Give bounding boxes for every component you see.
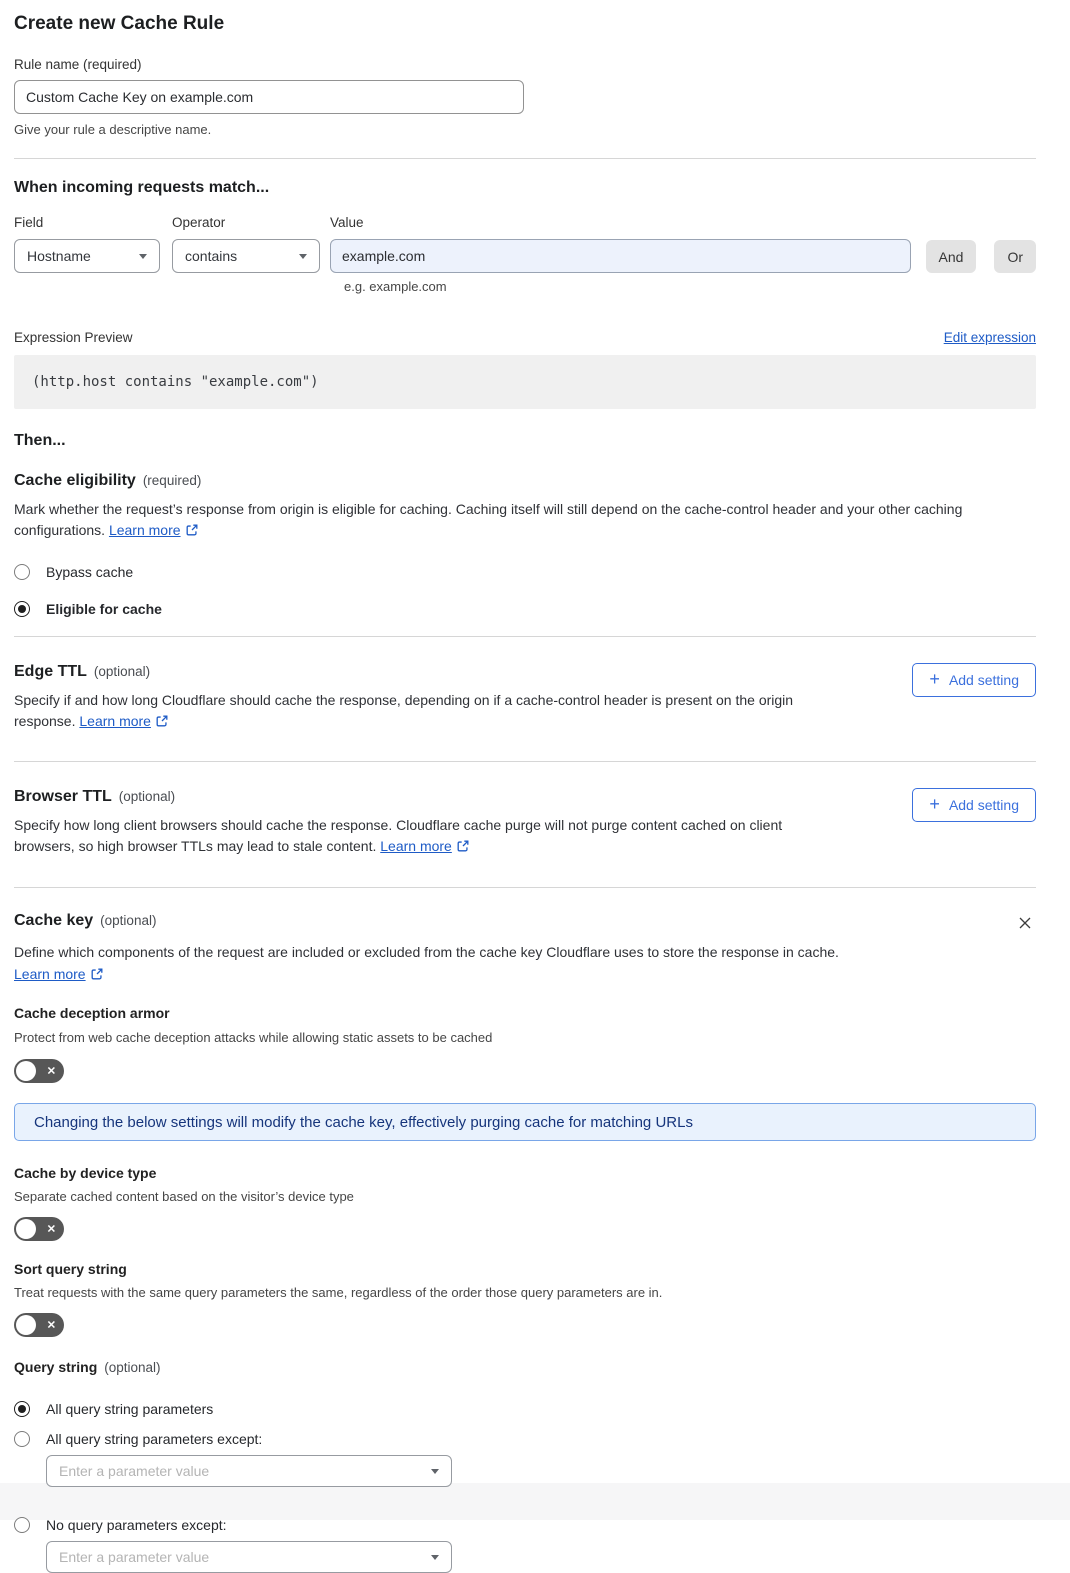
rule-name-help: Give your rule a descriptive name. (14, 122, 212, 137)
chevron-down-icon (431, 1469, 439, 1474)
cache-eligibility-description: Mark whether the request’s response from origin is eligible for caching. Caching itself will still depend on the cache-control header and your other caching configurations. (14, 501, 963, 538)
external-link-icon (185, 522, 199, 543)
external-link-icon (155, 713, 169, 734)
cache-key-description: Define which components of the request are included or excluded from the cache key Cloudflare uses to store the response in cache. (14, 944, 839, 960)
radio-option-all-query-string-parameters[interactable] (14, 1401, 1036, 1417)
cache-by-device-type-toggle[interactable] (14, 1217, 64, 1241)
plus-icon: + (929, 669, 940, 689)
chevron-down-icon (139, 254, 147, 259)
toggle-knob (16, 1061, 36, 1081)
radio-option-eligible-for-cache[interactable] (14, 601, 1036, 617)
cache-by-device-type-description: Separate cached content based on the visitor’s device type (14, 1189, 354, 1204)
or-button[interactable]: Or (994, 240, 1036, 273)
expression-preview-box (14, 355, 1036, 409)
cache-key-qualifier: (optional) (100, 913, 157, 928)
value-label: Value (330, 215, 364, 230)
section-divider (14, 887, 1036, 888)
sort-query-string-toggle[interactable] (14, 1313, 64, 1337)
match-value-input[interactable] (330, 239, 911, 273)
match-section-heading: When incoming requests match... (14, 179, 270, 196)
rule-name-input[interactable] (14, 80, 524, 114)
external-link-icon (90, 966, 104, 987)
section-divider (14, 636, 1036, 637)
browser-ttl-title: Browser TTL (14, 788, 112, 805)
operator-select-value: contains (185, 248, 238, 264)
learn-more-link[interactable]: Learn more (14, 966, 86, 982)
radio-icon[interactable] (14, 564, 30, 580)
radio-option-all-query-string-parameters-except[interactable] (14, 1431, 1036, 1447)
query-string-except-parameter-select[interactable] (46, 1455, 452, 1487)
cache-deception-armor-title: Cache deception armor (14, 1005, 170, 1021)
radio-label: No query parameters except: (46, 1517, 227, 1533)
radio-option-no-query-parameters-except[interactable] (14, 1517, 1036, 1533)
radio-label: All query string parameters except: (46, 1431, 263, 1447)
field-select[interactable] (14, 239, 160, 273)
radio-icon[interactable] (14, 1431, 30, 1447)
cache-key-warning-banner: Changing the below settings will modify the cache key, effectively purging cache for matching URLs (14, 1103, 1036, 1141)
query-string-title: Query string (14, 1359, 98, 1375)
expression-preview-label: Expression Preview (14, 330, 133, 345)
radio-selected-icon[interactable] (14, 1401, 30, 1417)
cache-deception-armor-toggle[interactable] (14, 1059, 64, 1083)
sort-query-string-title: Sort query string (14, 1261, 127, 1277)
learn-more-link[interactable]: Learn more (380, 838, 452, 854)
external-link-icon (456, 838, 470, 859)
browser-ttl-description: Specify how long client browsers should cache the response. Cloudflare cache purge will not purge content cached on client browsers, so high browser TTLs may lead to stale content. (14, 817, 783, 854)
cache-by-device-type-title: Cache by device type (14, 1165, 157, 1181)
radio-label: Bypass cache (46, 564, 134, 580)
edge-ttl-description: Specify if and how long Cloudflare should cache the response, depending on if a cache-control header is present on the origin response. (14, 692, 794, 729)
toggle-knob (16, 1219, 36, 1239)
radio-option-bypass-cache[interactable] (14, 564, 1036, 580)
learn-more-link[interactable]: Learn more (79, 713, 151, 729)
chevron-down-icon (299, 254, 307, 259)
radio-icon[interactable] (14, 1517, 30, 1533)
query-string-qualifier: (optional) (104, 1360, 161, 1375)
toggle-off-x-icon: ✕ (46, 1319, 56, 1332)
value-example-help: e.g. example.com (344, 279, 447, 294)
chevron-down-icon (431, 1555, 439, 1560)
operator-label: Operator (172, 215, 226, 230)
radio-label: All query string parameters (46, 1401, 214, 1417)
and-button[interactable]: And (926, 240, 977, 273)
toggle-off-x-icon: ✕ (46, 1223, 56, 1236)
toggle-off-x-icon: ✕ (46, 1065, 56, 1078)
no-query-parameters-except-select[interactable] (46, 1541, 452, 1573)
parameter-value-input[interactable] (59, 1463, 431, 1479)
rule-name-label: Rule name (required) (14, 57, 142, 72)
toggle-knob (16, 1315, 36, 1335)
then-heading: Then... (14, 432, 66, 449)
plus-icon: + (929, 794, 940, 814)
radio-selected-icon[interactable] (14, 601, 30, 617)
radio-label: Eligible for cache (46, 601, 162, 617)
cache-deception-armor-description: Protect from web cache deception attacks while allowing static assets to be cached (14, 1030, 493, 1045)
field-label: Field (14, 215, 44, 230)
section-divider (14, 761, 1036, 762)
edit-expression-link[interactable]: Edit expression (943, 330, 1036, 345)
cache-key-title: Cache key (14, 912, 94, 929)
expression-code: (http.host contains "example.com") (32, 374, 319, 390)
cache-eligibility-title: Cache eligibility (14, 472, 136, 489)
browser-ttl-qualifier: (optional) (118, 789, 176, 804)
edge-ttl-qualifier: (optional) (93, 664, 151, 679)
learn-more-link[interactable]: Learn more (108, 522, 181, 538)
operator-select[interactable] (172, 239, 320, 273)
section-divider (14, 158, 1036, 159)
browser-ttl-add-setting-button[interactable]: + Add setting (912, 788, 1036, 822)
field-select-value: Hostname (27, 248, 91, 264)
edge-ttl-add-setting-button[interactable]: + Add setting (912, 663, 1036, 697)
cache-eligibility-qualifier: (required) (142, 473, 202, 488)
page-title: Create new Cache Rule (14, 13, 225, 34)
close-icon[interactable] (1014, 912, 1036, 934)
parameter-value-input[interactable] (59, 1549, 431, 1565)
edge-ttl-title: Edge TTL (14, 663, 87, 680)
sort-query-string-description: Treat requests with the same query parameters the same, regardless of the order those query parameters are in. (14, 1285, 663, 1300)
